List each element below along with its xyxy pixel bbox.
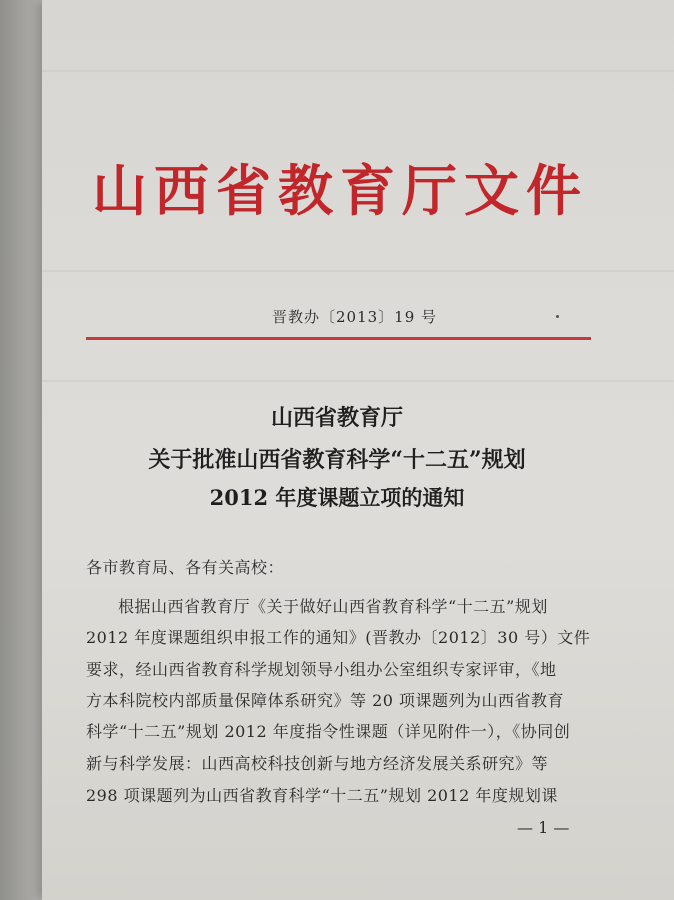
body-line: 新与科学发展：山西高校科技创新与地方经济发展关系研究》等 xyxy=(86,754,549,773)
body-line: 2012 年度课题组织申报工作的通知》(晋教办〔2012〕30 号）文件 xyxy=(86,628,591,647)
notice-title-issuer: 山西省教育厅 xyxy=(270,405,403,431)
document-number: 晋教办〔2013〕19 号 xyxy=(272,308,438,326)
body-line: 根据山西省教育厅《关于做好山西省教育科学“十二五”规划 xyxy=(118,597,548,616)
body-line: 298 项课题列为山西省教育科学“十二五”规划 2012 年度规划课 xyxy=(86,786,558,805)
body-line: 方本科院校内部质量保障体系研究》等 20 项课题列为山西省教育 xyxy=(86,691,565,710)
notice-title-subject: 关于批准山西省教育科学“十二五”规划 xyxy=(148,447,526,473)
body-line: 要求，经山西省教育科学规划领导小组办公室组织专家评审，《地 xyxy=(86,660,557,679)
bleed-through-line xyxy=(42,380,674,382)
page-number: — 1 — xyxy=(517,818,570,837)
notice-title-subject-continued: 2012 年度课题立项的通知 xyxy=(209,485,465,510)
salutation: 各市教育局、各有关高校： xyxy=(86,558,285,577)
document-header-title: 山西省教育厅文件 xyxy=(92,158,589,223)
body-line: 科学“十二五”规划 2012 年度指令性课题（详见附件一），《协同创 xyxy=(86,722,571,741)
header-red-rule xyxy=(86,337,591,340)
bleed-through-line xyxy=(42,270,674,272)
ink-speck xyxy=(556,315,559,318)
bleed-through-line xyxy=(42,70,674,72)
